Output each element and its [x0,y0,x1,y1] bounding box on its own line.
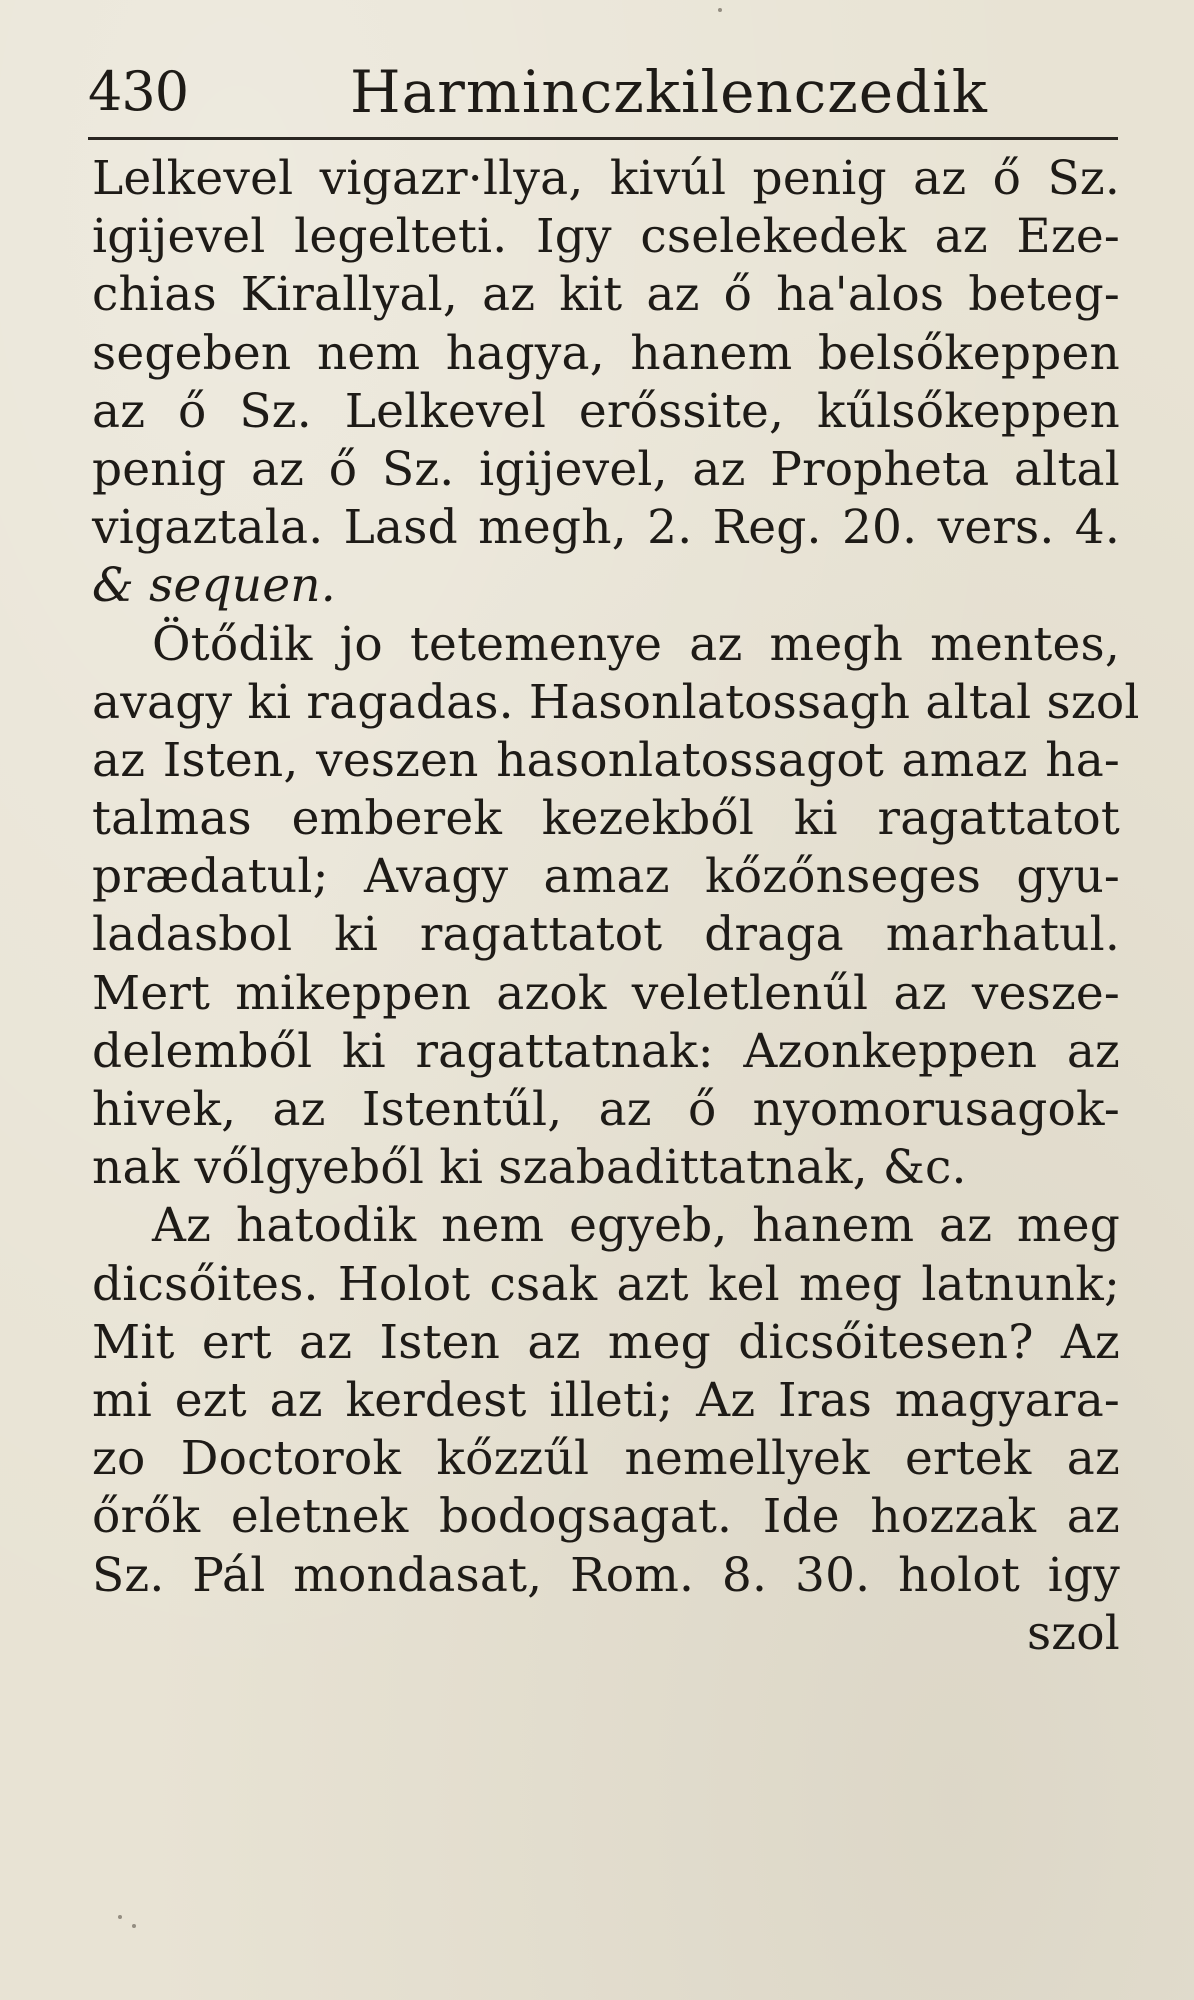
text-line: az Isten, veszen hasonlatossagot amaz ha- [92,732,1120,788]
text-line: mi ezt az kerdest illeti; Az Iras magyara- [92,1372,1120,1428]
text-line: Mert mikeppen azok veletlenűl az vesze- [92,965,1120,1021]
text-line: segeben nem hagya, hanem belsőkeppen [92,325,1120,381]
paper-speck [118,1915,122,1919]
text-line: talmas emberek kezekből ki ragattatot [92,791,1120,847]
text-line: dicsőites. Holot csak azt kel meg latnunk; [92,1256,1120,1312]
text-line: & sequen. [92,558,336,614]
text-line: avagy ki ragadas. Hasonlatossagh altal szol [92,674,1140,730]
paragraph-start-line: Az hatodik nem egyeb, hanem az meg [152,1198,1120,1254]
text-line: Mit ert az Isten az meg dicsőitesen? Az [92,1314,1120,1370]
text-line: vigaztala. Lasd megh, 2. Reg. 20. vers. 4. [92,500,1120,556]
header-rule [88,137,1118,140]
text-line: prædatul; Avagy amaz kőzőnseges gyu- [92,849,1120,905]
text-line: zo Doctorok kőzzűl nemellyek ertek az [92,1431,1120,1487]
page-header [88,52,1118,132]
text-line: őrők eletnek bodogsagat. Ide hozzak az [92,1489,1120,1545]
text-line: chias Kirallyal, az kit az ő ha'alos beteg- [92,267,1120,323]
text-line: hivek, az Istentűl, az ő nyomorusagok- [92,1082,1120,1137]
paper-speck [132,1924,136,1928]
running-title: Harminczkilenczedik [350,58,988,126]
paragraph-start-line: Ötődik jo tetemenye az megh mentes, [152,616,1120,672]
text-line: ladasbol ki ragattatot draga marhatul. [92,907,1120,963]
text-line: nak vőlgyeből ki szabadittatnak, &c. [92,1140,967,1196]
page-number: 430 [88,60,189,123]
text-line: delemből ki ragattatnak: Azonkeppen az [92,1023,1120,1079]
text-line: Sz. Pál mondasat, Rom. 8. 30. holot igy [92,1547,1120,1603]
text-line: Lelkevel vigazr·llya, kivúl penig az ő Sz. [92,151,1120,206]
text-line: penig az ő Sz. igijevel, az Propheta altal [92,441,1120,497]
body-text [92,150,1140,1663]
catchword: szol [1026,1605,1120,1661]
text-line: igijevel legelteti. Igy cselekedek az Eze- [92,209,1120,265]
paper-speck [718,8,722,12]
text-line: az ő Sz. Lelkevel erőssite, kűlsőkeppen [92,383,1120,439]
